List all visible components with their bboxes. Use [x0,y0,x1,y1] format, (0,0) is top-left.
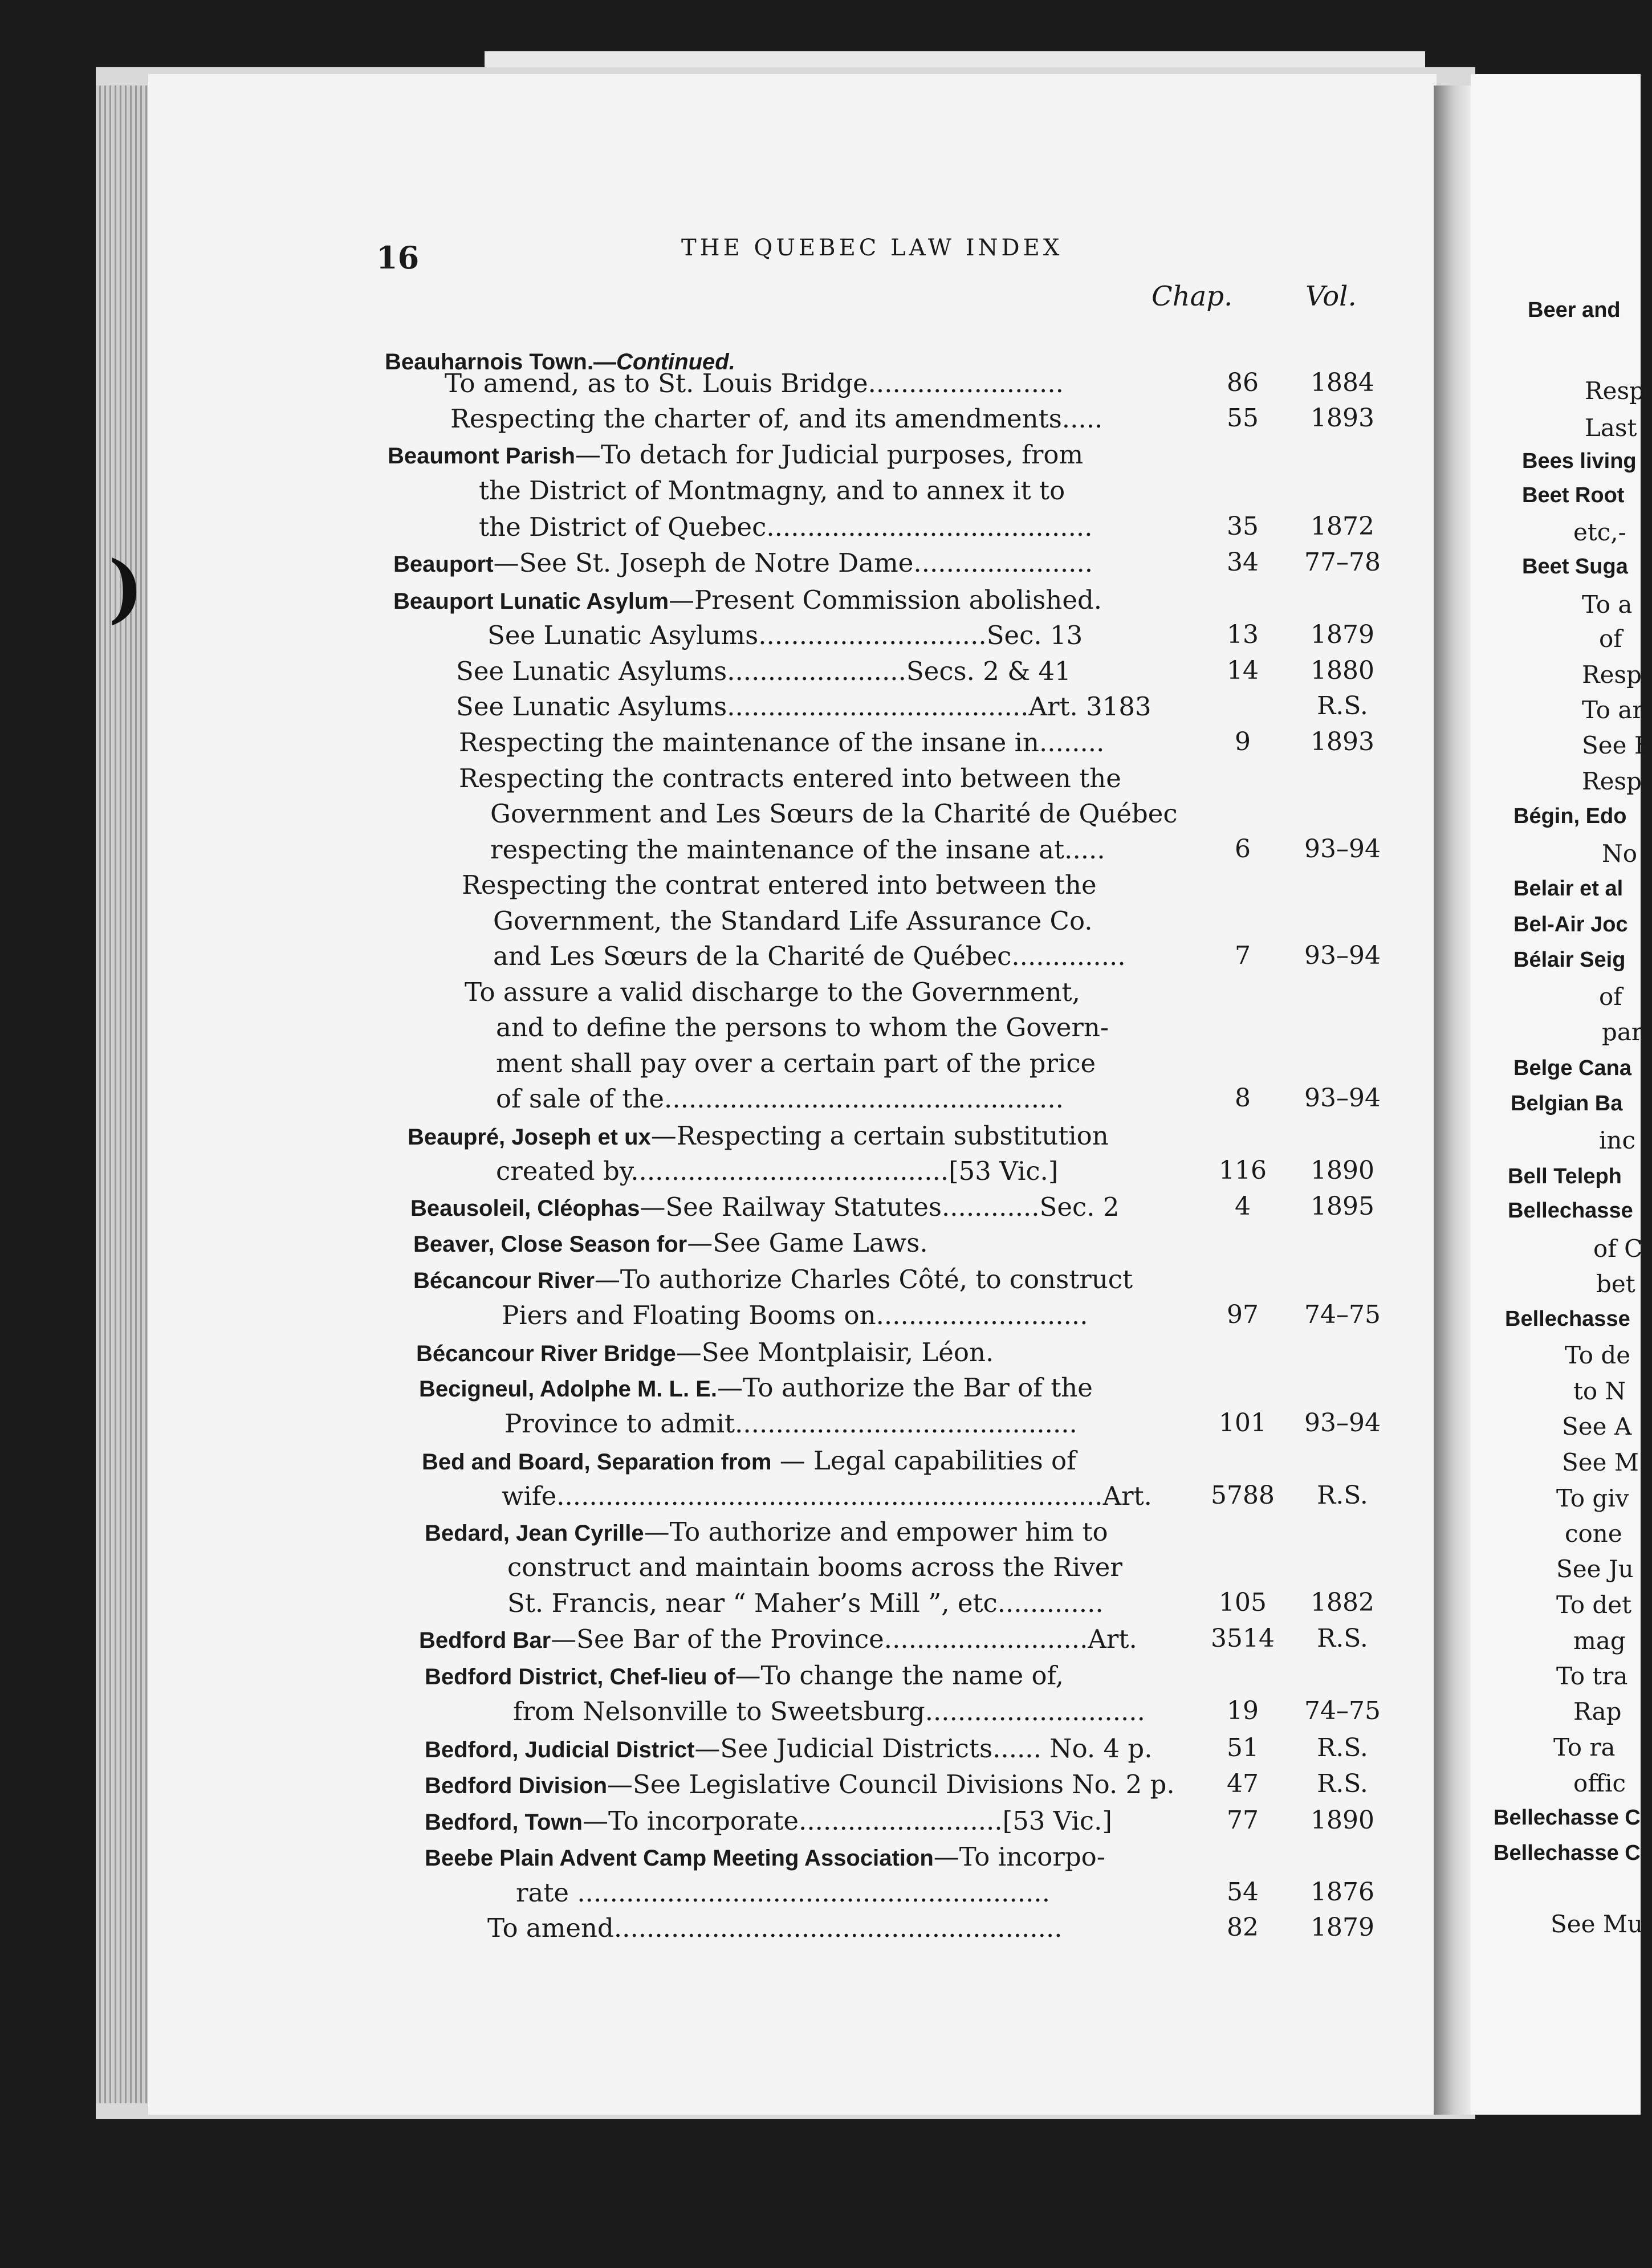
index-subentry [513,1696,1145,1727]
entry-text: from Nelsonville to Sweetsburg........................... [513,1696,1145,1727]
chapter-number: 101 [1219,1408,1267,1438]
chapter-number: 105 [1219,1588,1267,1617]
right-page-fragment: See M [1562,1448,1639,1476]
right-page-fragment: Bélair Seig [1513,948,1626,972]
volume-year: 1893 [1311,727,1374,756]
index-subentry [502,1483,1152,1509]
entry-text: created by.......................................[53 Vic.] [496,1156,1059,1186]
index-heading-beauport-lunatic-asylum [393,587,1102,613]
entry-text: To amend, as to St. Louis Bridge........................ [445,368,1064,398]
entry-heading: Bedford Division [425,1773,608,1798]
chapter-number: 8 [1235,1084,1251,1113]
entry-continued: Continued. [616,349,735,374]
index-heading-b-cancour-river-bridge [416,1339,994,1365]
column-head-chap: Chap. [1151,280,1233,312]
right-page-fragment: Resp [1582,661,1642,689]
chapter-number: 35 [1227,512,1259,541]
right-page-fragment: See Mu [1551,1910,1643,1938]
right-page-fragment: offic [1573,1769,1626,1797]
entry-text: —To change the name of, [735,1660,1064,1691]
index-heading-becigneul-adolphe-m-l-e [419,1373,1093,1403]
entry-text: —Present Commission abolished. [669,585,1102,615]
right-page-fragment: Bellechasse C [1494,1841,1641,1865]
entry-heading: Bedford, Judicial District [425,1737,695,1762]
chapter-number: 14 [1227,656,1259,685]
volume-year: 93–94 [1304,941,1381,970]
index-subentry [479,475,1065,506]
right-page-fragment: See A [1562,1412,1632,1440]
right-page-fragment: of [1599,625,1622,653]
chapter-number: 47 [1227,1769,1259,1798]
page-edge-mark: ) [108,544,144,632]
volume-year: 1879 [1311,1913,1374,1942]
right-page-fragment: Bees living [1522,449,1637,473]
entry-text: —Respecting a certain substitution [650,1121,1109,1151]
index-subentry [496,1050,1096,1076]
right-page-fragment: par [1602,1018,1643,1046]
right-page-fragment: of [1599,983,1622,1011]
index-subentry [493,943,1126,969]
volume-year: R.S. [1317,1733,1368,1762]
entry-heading: Beauharnois Town.— [385,349,616,374]
index-heading-b-cancour-river [413,1264,1133,1294]
right-page-fragment: To a [1582,591,1633,618]
entry-text: Respecting the contrat entered into between the [462,870,1097,900]
entry-heading: Beauport [393,552,494,577]
entry-text: —To detach for Judicial purposes, from [575,439,1084,470]
chapter-number: 13 [1227,620,1259,649]
chapter-number: 51 [1227,1733,1259,1762]
index-heading-bedard-jean-cyrille [425,1519,1108,1545]
index-heading-bedford-district-chef-lieu-of [425,1660,1064,1691]
index-subentry [502,1302,1088,1328]
volume-year: 1884 [1311,368,1374,397]
right-page-fragment: inc [1599,1126,1636,1154]
index-subentry [456,658,1071,684]
chapter-number: 54 [1227,1878,1259,1907]
entry-heading: Bedford Bar [419,1628,551,1653]
chapter-number: 4 [1235,1192,1251,1221]
right-page-fragment: To tra [1556,1662,1628,1690]
volume-year: R.S. [1317,1481,1368,1510]
chapter-number: 116 [1219,1156,1267,1185]
index-subentry [450,404,1103,434]
index-subentry [487,622,1083,648]
chapter-number: 6 [1235,834,1251,864]
right-page-fragment: Bellechasse [1505,1307,1630,1331]
entry-heading: Beaver, Close Season for [413,1232,687,1257]
index-subentry [493,908,1093,934]
entry-text: Government and Les Sœurs de la Charité de Québec [490,799,1178,829]
right-page-fragment: No [1602,840,1638,868]
index-subentry [445,370,1064,396]
entry-text: Government, the Standard Life Assurance Co. [493,906,1093,936]
entry-text: and Les Sœurs de la Charité de Québec.............. [493,941,1126,971]
entry-text: —See Bar of the Province.........................Art. [551,1624,1137,1654]
volume-year: R.S. [1317,691,1368,720]
index-heading-bedford-judicial-district [425,1733,1153,1764]
right-page-fragment: Beet Root [1522,483,1625,507]
volume-year: 77–78 [1304,548,1381,577]
right-page-fragment: Belgian Ba [1511,1092,1623,1115]
entry-text: St. Francis, near “ Maher’s Mill ”, etc............. [507,1588,1104,1618]
entry-text: wife...................................................................Art. [502,1481,1152,1511]
page-number: 16 [376,239,420,276]
index-subentry [490,799,1178,829]
entry-heading: Bécancour River Bridge [416,1341,676,1366]
right-page-fragment: Rap [1573,1697,1622,1725]
right-page-fragment: See Ju [1556,1555,1634,1583]
entry-text: —See Legislative Council Divisions No. 2 p. [607,1769,1175,1799]
volume-year: 74–75 [1304,1300,1381,1329]
right-page-fragment: etc,- [1573,518,1626,546]
right-page-fragment: Bégin, Edo [1513,804,1627,828]
entry-text: respecting the maintenance of the insane at..... [490,834,1105,865]
entry-heading: Becigneul, Adolphe M. L. E. [419,1377,717,1402]
right-page-fragment: Last [1585,414,1637,442]
index-subentry [487,1915,1063,1941]
entry-text: Respecting the maintenance of the insane in........ [459,727,1105,758]
index-subentry [465,979,1080,1005]
index-heading-bed-and-board-separation-from [422,1446,1076,1476]
entry-heading: Bedford District, Chef-lieu of [425,1664,735,1689]
running-header: THE QUEBEC LAW INDEX [681,235,1063,261]
column-head-vol: Vol. [1305,280,1357,312]
chapter-number: 5788 [1211,1481,1275,1510]
volume-year: 93–94 [1304,1408,1381,1438]
index-heading-beaumont-parish [388,439,1084,470]
book-fore-edge [96,85,148,2103]
right-page-fragment: To de [1565,1341,1631,1369]
entry-text: the District of Montmagny, and to annex it to [479,475,1065,506]
entry-heading: Beauport Lunatic Asylum [393,589,669,614]
index-subentry [507,1590,1104,1616]
entry-heading: Beebe Plain Advent Camp Meeting Association [425,1846,934,1871]
chapter-number: 7 [1235,941,1251,970]
volume-year: 74–75 [1304,1696,1381,1725]
entry-text: rate .......................................................... [516,1878,1051,1908]
index-subentry [456,691,1151,722]
entry-text: See Lunatic Asylums............................Sec. 13 [487,620,1083,650]
index-heading-beaver-close-season-for [413,1230,928,1256]
volume-year: 1890 [1311,1156,1374,1185]
right-page-fragment: To ar [1582,696,1644,724]
volume-year: 1872 [1311,512,1374,541]
index-subentry [490,834,1105,865]
entry-text: —To incorporate.........................[53 Vic.] [583,1806,1112,1836]
volume-year: 1895 [1311,1192,1374,1221]
index-subentry [496,1084,1064,1114]
entry-text: construct and maintain booms across the River [507,1552,1122,1582]
index-subentry [504,1408,1077,1439]
entry-heading: Bed and Board, Separation from [422,1449,772,1475]
volume-year: 1890 [1311,1806,1374,1835]
entry-text: ment shall pay over a certain part of the price [496,1048,1096,1078]
right-page-fragment: Bellechasse C [1494,1806,1641,1830]
volume-year: 1880 [1311,656,1374,685]
right-page-fragment: To det [1556,1591,1632,1619]
right-page-fragment: mag [1573,1627,1626,1655]
entry-text: of sale of the................................................. [496,1084,1064,1114]
entry-text: —See Game Laws. [687,1228,928,1258]
right-page-fragment: To ra [1553,1733,1616,1761]
index-subentry [459,765,1121,791]
right-page-fragment: Beet Suga [1522,555,1628,579]
entry-text: —To authorize Charles Côté, to construct [594,1264,1133,1294]
right-page-fragment: To giv [1556,1484,1629,1512]
entry-text: and to define the persons to whom the Govern- [496,1012,1109,1043]
entry-heading: Beaumont Parish [388,443,575,469]
right-page-fragment: Resp [1582,767,1642,795]
index-heading-beaupr-joseph-et-ux [408,1123,1109,1149]
volume-year: 1876 [1311,1878,1374,1907]
entry-text: See Lunatic Asylums.....................................Art. 3183 [456,691,1151,722]
entry-text: —See Judicial Districts...... No. 4 p. [694,1733,1153,1764]
right-page-fragment: See E [1582,731,1652,759]
right-page-fragment: bet [1596,1270,1635,1298]
entry-heading: Beausoleil, Cléophas [410,1196,640,1221]
right-page-fragment: Bel-Air Joc [1513,913,1628,936]
volume-year: R.S. [1317,1769,1368,1798]
chapter-number: 34 [1227,548,1259,577]
right-page-fragment: of C [1593,1235,1643,1263]
entry-heading: Bedard, Jean Cyrille [425,1521,644,1546]
chapter-number: 3514 [1211,1624,1275,1653]
chapter-number: 19 [1227,1696,1259,1725]
chapter-number: 97 [1227,1300,1259,1329]
index-heading-beebe-plain-advent-camp-meeting-associat [425,1844,1105,1870]
entry-heading: Bécancour River [413,1268,595,1293]
entry-text: See Lunatic Asylums......................Secs. 2 & 41 [456,656,1071,686]
entry-text: —To authorize the Bar of the [717,1373,1093,1403]
entry-text: Respecting the charter of, and its amendments..... [450,404,1103,434]
index-subentry [479,514,1093,540]
entry-text: To assure a valid discharge to the Government, [465,977,1080,1007]
right-page-fragment: Beer and [1528,298,1621,322]
right-page-fragment: cone [1565,1520,1622,1548]
index-subentry [516,1878,1051,1908]
chapter-number: 55 [1227,404,1259,433]
right-page-fragment: Bellechasse [1508,1199,1633,1223]
entry-text: — Legal capabilities of [771,1446,1076,1476]
index-subentry [496,1012,1109,1043]
index-heading-bedford-town [425,1808,1112,1834]
index-subentry [459,727,1105,758]
entry-text: —See Montplaisir, Léon. [676,1337,994,1367]
index-heading-bedford-division [425,1769,1175,1799]
entry-heading: Bedford, Town [425,1810,583,1835]
entry-text: —See Railway Statutes............Sec. 2 [640,1192,1120,1222]
entry-text: Piers and Floating Booms on.......................... [502,1300,1088,1330]
index-subentry [462,872,1097,898]
entry-text: —See St. Joseph de Notre Dame...................... [493,548,1093,578]
right-page-fragment: Bell Teleph [1508,1164,1622,1188]
index-heading-beauport [393,550,1093,576]
volume-year: 1893 [1311,404,1374,433]
entry-text: —To incorpo- [933,1842,1105,1872]
chapter-number: 77 [1227,1806,1259,1835]
volume-year: R.S. [1317,1624,1368,1653]
entry-text: Respecting the contracts entered into between the [459,763,1121,793]
volume-year: 93–94 [1304,834,1381,864]
entry-heading: Beaupré, Joseph et ux [408,1125,651,1150]
right-page-fragment: Belge Cana [1513,1056,1631,1080]
chapter-number: 86 [1227,368,1259,397]
entry-text: Province to admit.......................................... [504,1408,1077,1439]
volume-year: 1879 [1311,620,1374,649]
entry-text: To amend....................................................... [487,1913,1063,1943]
index-subentry [507,1554,1122,1580]
right-page-fragment: Belair et al [1513,877,1623,901]
entry-text: the District of Quebec........................................ [479,512,1093,542]
book-gutter [1434,85,1474,2115]
entry-text: —To authorize and empower him to [644,1517,1108,1547]
right-page-fragment: Resp [1585,377,1645,405]
index-heading-bedford-bar [419,1626,1137,1652]
index-heading-beausoleil-cl-ophas [410,1194,1120,1220]
volume-year: 1882 [1311,1588,1374,1617]
chapter-number: 82 [1227,1913,1259,1942]
index-subentry [496,1158,1058,1184]
volume-year: 93–94 [1304,1084,1381,1113]
right-page-fragment: to N [1573,1377,1626,1405]
chapter-number: 9 [1235,727,1251,756]
